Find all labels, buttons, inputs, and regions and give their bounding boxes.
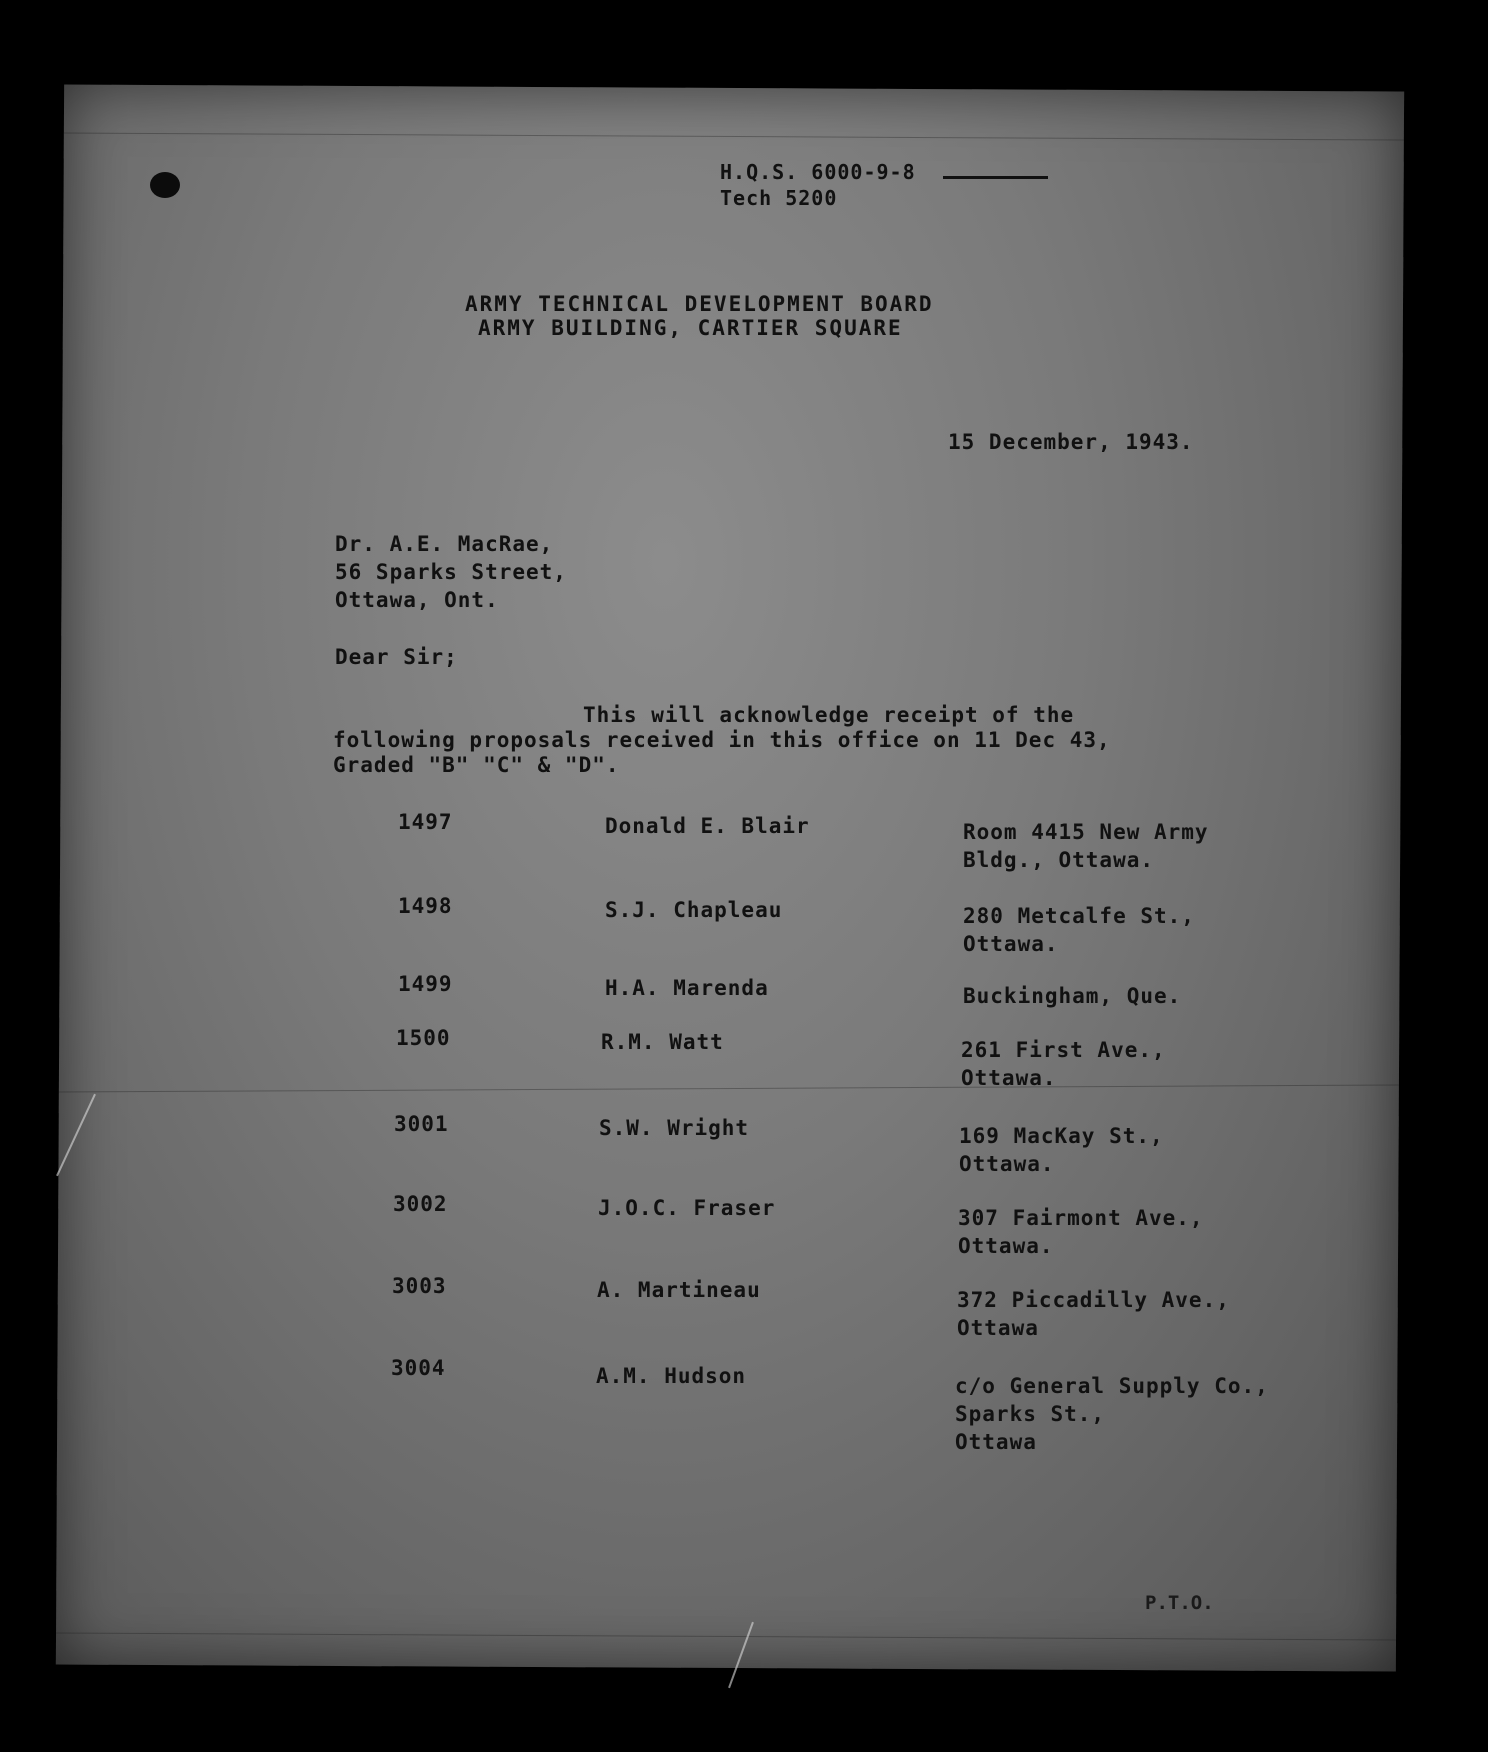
top-rule xyxy=(64,133,1404,141)
proposal-number: 3002 xyxy=(393,1192,448,1216)
proposal-number: 3003 xyxy=(392,1274,447,1298)
recipient-line-1: Dr. A.E. MacRae, xyxy=(335,532,554,556)
reference-underline xyxy=(943,176,1048,179)
body-line-1: This will acknowledge receipt of the xyxy=(583,703,1075,727)
proposal-number: 3001 xyxy=(394,1112,449,1136)
proposal-name: A. Martineau xyxy=(597,1278,761,1302)
reference-line-2: Tech 5200 xyxy=(720,186,838,210)
body-line-2: following proposals received in this office on 11 Dec 43, xyxy=(333,728,1111,752)
reference-line-1: H.Q.S. 6000-9-8 xyxy=(720,160,916,184)
proposal-address: 261 First Ave., Ottawa. xyxy=(961,1038,1166,1090)
ink-blot xyxy=(150,172,180,198)
proposal-address: 280 Metcalfe St., Ottawa. xyxy=(963,904,1195,956)
bottom-rule xyxy=(56,1632,1396,1640)
proposal-number: 1498 xyxy=(398,894,453,918)
proposal-number: 1499 xyxy=(398,972,453,996)
proposal-address: 307 Fairmont Ave., Ottawa. xyxy=(958,1206,1204,1258)
proposal-number: 3004 xyxy=(391,1356,446,1380)
please-turn-over: P.T.O. xyxy=(1145,1592,1214,1614)
proposal-name: S.J. Chapleau xyxy=(605,898,783,922)
proposal-address: Room 4415 New Army Bldg., Ottawa. xyxy=(963,820,1209,872)
recipient-line-3: Ottawa, Ont. xyxy=(335,588,499,612)
letter-date: 15 December, 1943. xyxy=(948,430,1194,454)
proposal-address: c/o General Supply Co., Sparks St., Ottawa xyxy=(955,1374,1269,1454)
proposal-name: Donald E. Blair xyxy=(605,814,810,838)
letterhead-line-1: ARMY TECHNICAL DEVELOPMENT BOARD xyxy=(465,292,934,316)
proposal-name: S.W. Wright xyxy=(599,1116,750,1140)
recipient-line-2: 56 Sparks Street, xyxy=(335,560,567,584)
proposal-address: 372 Piccadilly Ave., Ottawa xyxy=(957,1288,1230,1340)
proposal-name: J.O.C. Fraser xyxy=(598,1196,776,1220)
body-line-3: Graded "B" "C" & "D". xyxy=(333,753,620,777)
proposal-name: R.M. Watt xyxy=(601,1030,724,1054)
proposal-number: 1500 xyxy=(396,1026,451,1050)
salutation: Dear Sir; xyxy=(335,645,458,669)
fold-rule xyxy=(59,1084,1399,1092)
proposal-number: 1497 xyxy=(398,810,453,834)
proposal-name: H.A. Marenda xyxy=(605,976,769,1000)
proposal-address: 169 MacKay St., Ottawa. xyxy=(959,1124,1164,1176)
letterhead-line-2: ARMY BUILDING, CARTIER SQUARE xyxy=(478,316,903,340)
proposal-address: Buckingham, Que. xyxy=(963,984,1182,1008)
proposal-name: A.M. Hudson xyxy=(596,1364,747,1388)
